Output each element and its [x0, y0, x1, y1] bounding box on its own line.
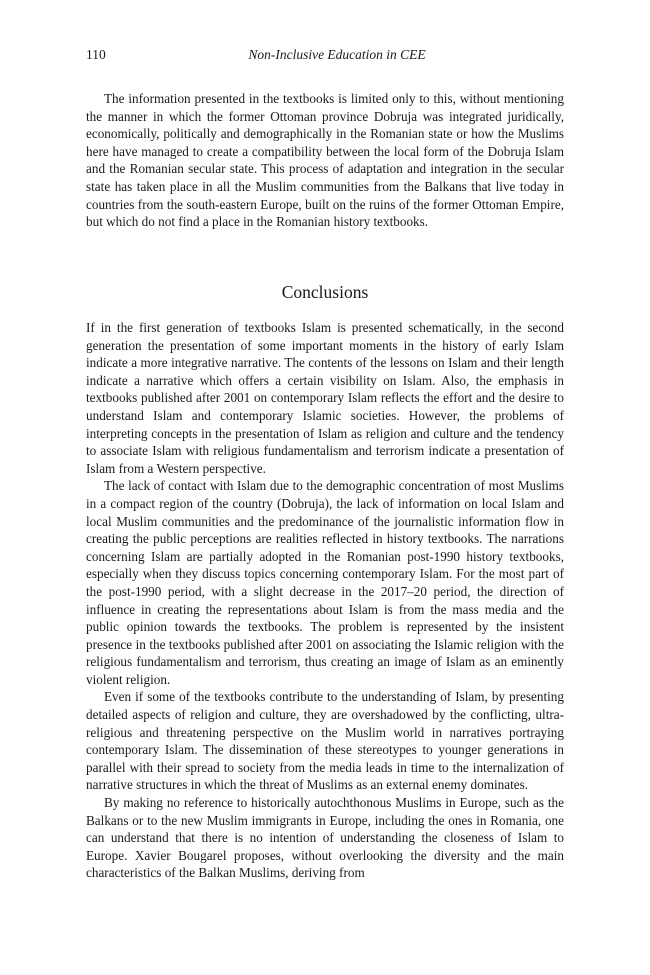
conclusions-section	[86, 319, 564, 882]
conclusions-paragraph-1: If in the first generation of textbooks Islam is presented schematically, in the second generation the presentation of some important moments in the history of early Islam indicate a more integrative narrative. The contents of the lessons on Islam and their length indicate a narrative which offers a certain visibility on Islam. Also, the emphasis in textbooks published after 2001 on contemporary Islam reflects the effort and the desire to understand Islam and contemporary Islamic societies. However, the problems of interpreting concepts in the presentation of Islam as religion and culture and the tendency to associate Islam with religious fundamentalism and terrorism indicate a presentation of Islam from a Western perspective.	[86, 320, 564, 476]
running-title: Non-Inclusive Education in CEE	[248, 47, 426, 62]
section-heading-conclusions: Conclusions	[281, 282, 369, 302]
intro-section	[86, 90, 564, 231]
intro-paragraph: The information presented in the textbooks is limited only to this, without mentioning the manner in which the former Ottoman province Dobruja was integrated juridically, economically, politically and demographically in the Romanian state or how the Muslims here have managed to create a compatibility between the local form of the Dobruja Islam and the Romanian secular state. This process of adaptation and integration in the secular state has taken place in all the Muslim communities from the Balkans that live today in countries from the south-eastern Europe, built on the ruins of the former Ottoman Empire, but which do not find a place in the Romanian history textbooks.	[86, 91, 564, 230]
running-head	[86, 45, 564, 65]
page-number: 110	[86, 47, 106, 62]
conclusions-paragraph-2: The lack of contact with Islam due to the demographic concentration of most Muslims in a compact region of the country (Dobruja), the lack of information on local Islam and local Muslim communities and the predominance of the journalistic information flow in creating the public perceptions are realities reflected in history textbooks. The narrations concerning Islam are partially adopted in the Romanian post-1990 history textbooks, especially when they discuss topics concerning contemporary Islam. For the most part of the post-1990 period, with a slight decrease in the 2017–20 period, the direction of influence in creating the representations about Islam is from the mass media and the public opinion towards the textbooks. The problem is represented by the insistent presence in the textbooks published after 2001 on associating the Islamic religion with the religious fundamentalism and terrorism, thus creating an image of Islam as an eminently violent religion.	[86, 478, 564, 687]
conclusions-paragraph-3: Even if some of the textbooks contribute to the understanding of Islam, by presenting detailed aspects of religion and culture, they are overshadowed by the conflicting, ultra-religious and threatening perspective on the Muslim world in narratives portraying contemporary Islam. The dissemination of these stereotypes to younger generations in parallel with their spread to society from the media leads in time to the internalization of narrative structures in which the threat of Muslims as an external enemy dominates.	[86, 689, 564, 793]
conclusions-paragraph-4: By making no reference to historically autochthonous Muslims in Europe, such as the Balkans or to the new Muslim immigrants in Europe, including the ones in Romania, one can understand that there is no intention of understanding the closeness of Islam to Europe. Xavier Bougarel proposes, without overlooking the diversity and the main characteristics of the Balkan Muslims, deriving from	[86, 795, 564, 881]
